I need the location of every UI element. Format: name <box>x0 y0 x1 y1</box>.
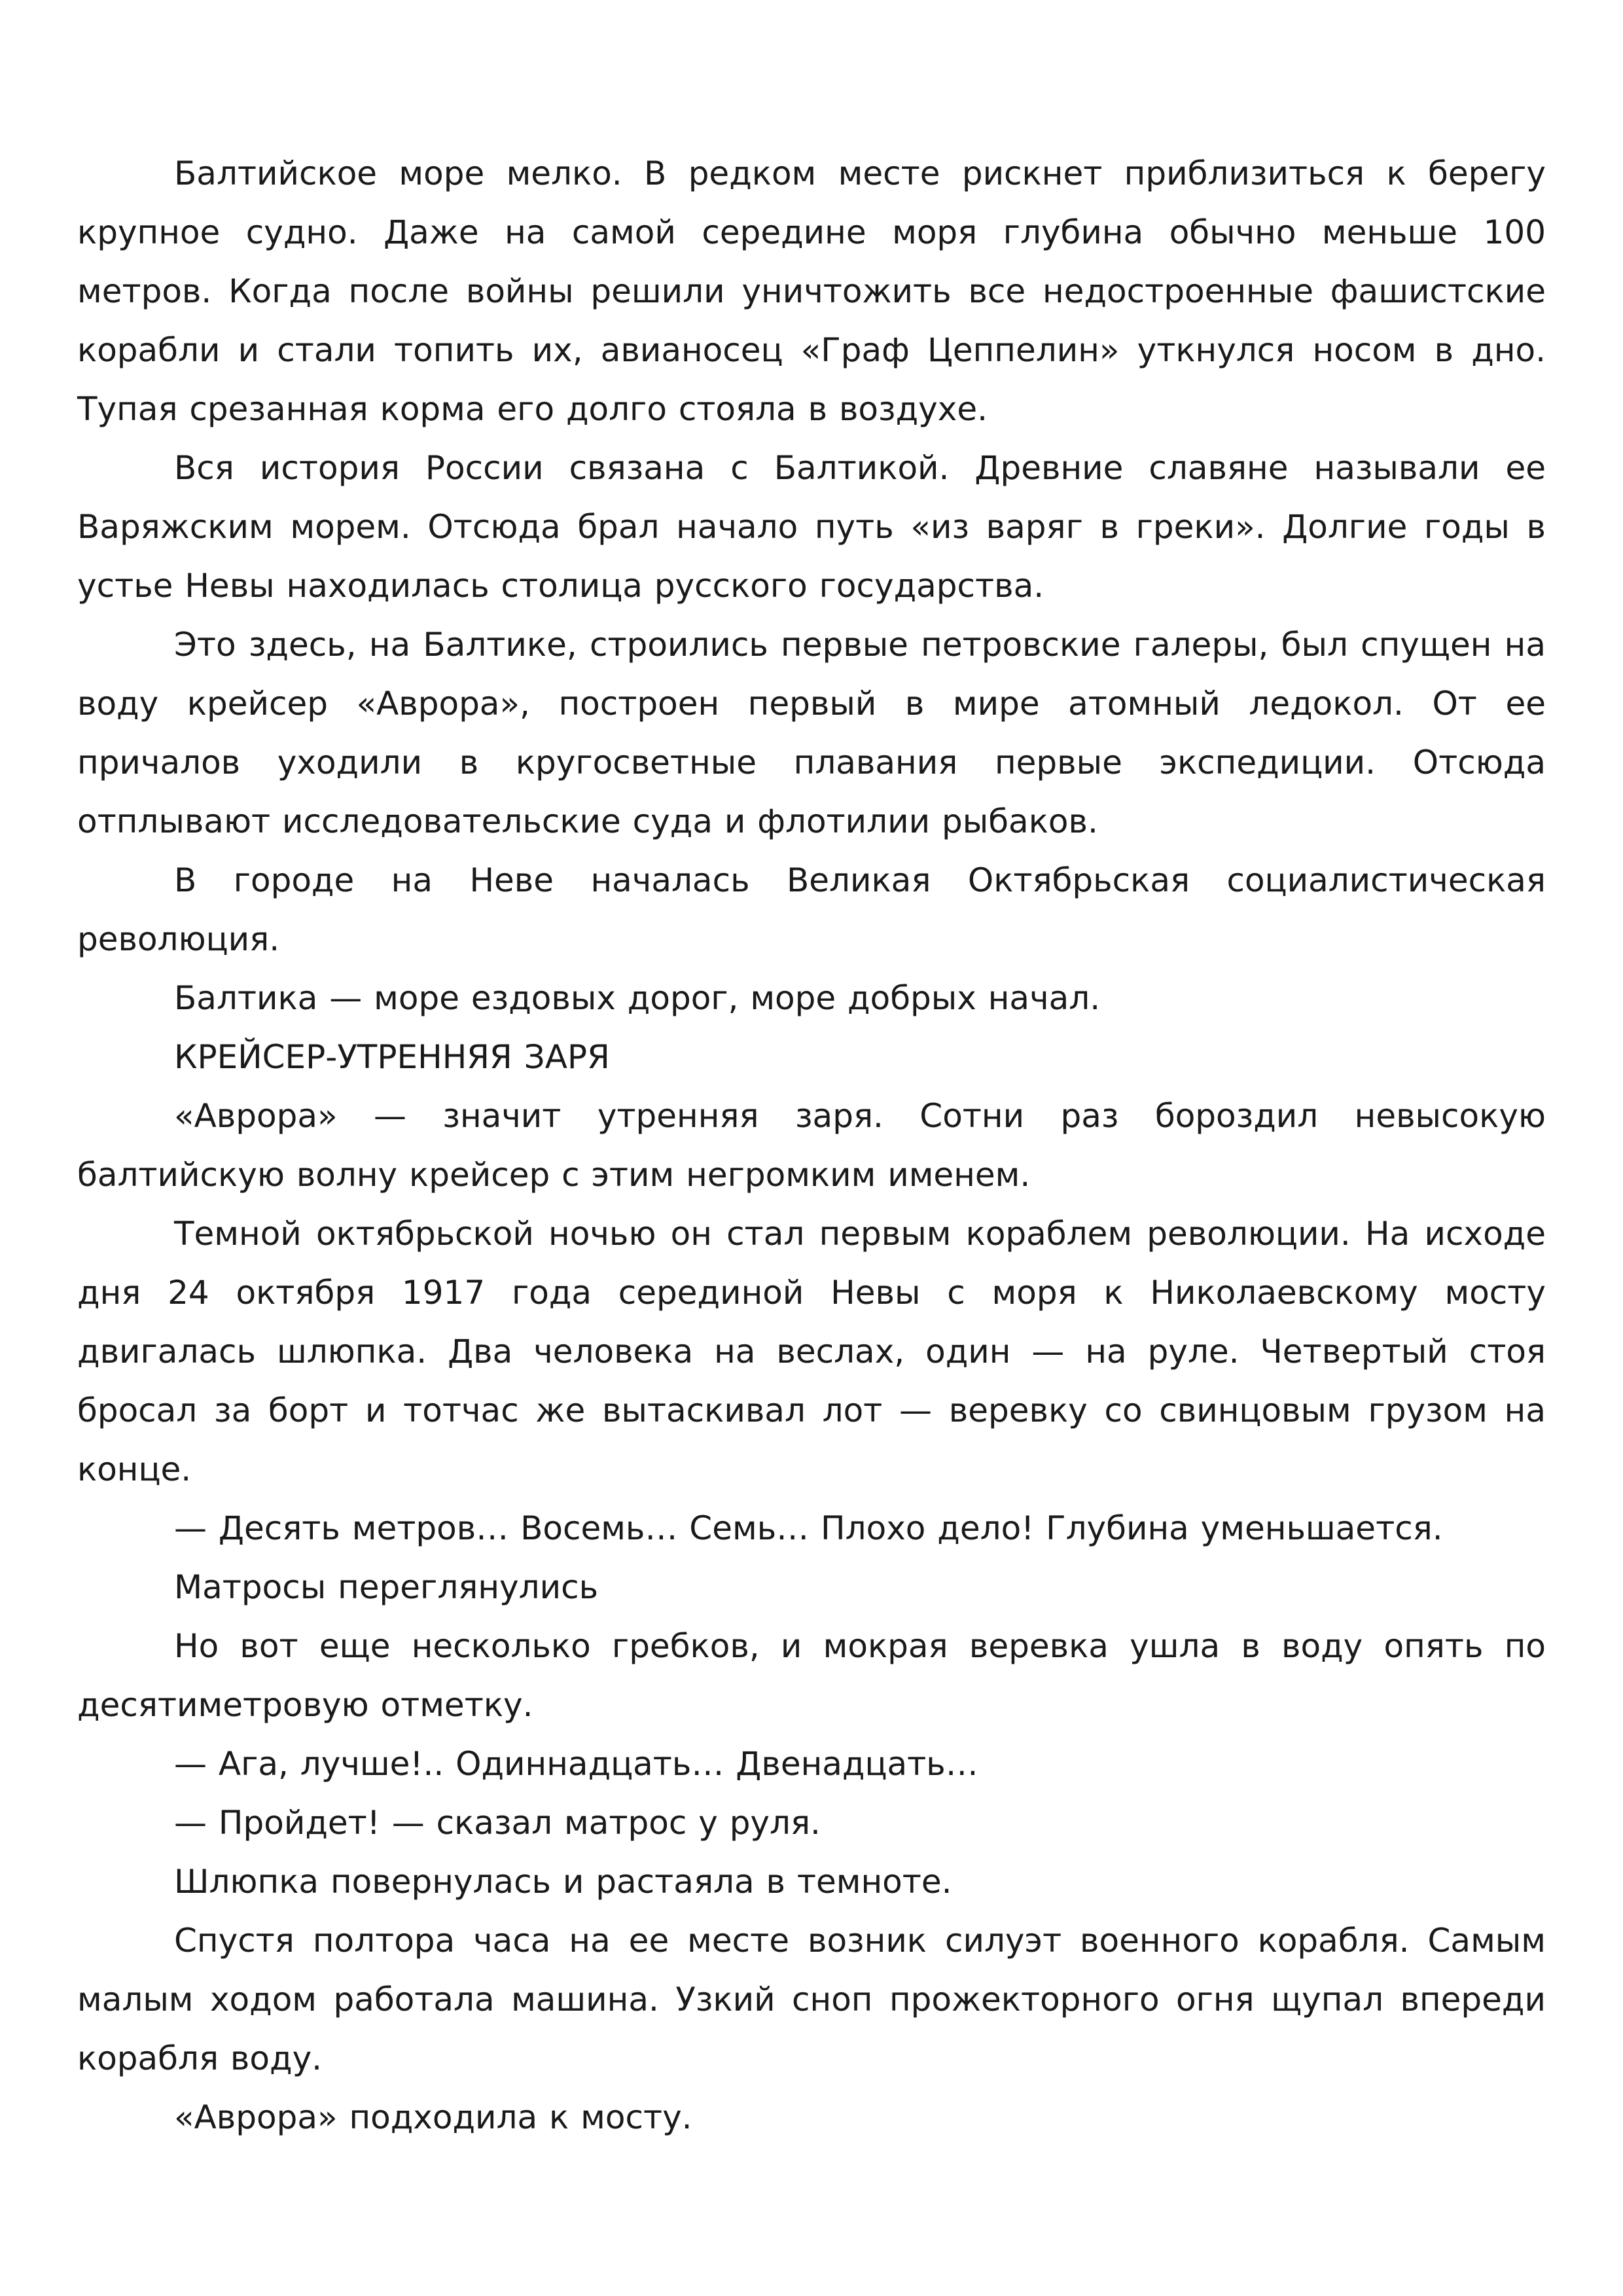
body-text <box>77 144 1546 2147</box>
paragraph: Но вот еще несколько гребков, и мокрая веревка ушла в воду опять по десятиметровую отметку. <box>77 1627 1546 1724</box>
paragraph: В городе на Неве началась Великая Октябрьская социалистическая революция. <box>77 861 1546 958</box>
paragraph: Вся история России связана с Балтикой. Древние славяне называли ее Варяжским морем. Отсюда брал начало путь «из варяг в греки». Долгие годы в устье Невы находилась столица русского государства. <box>77 449 1546 605</box>
paragraph: Это здесь, на Балтике, строились первые петровские галеры, был спущен на воду крейсер «Аврора», построен первый в мире атомный ледокол. От ее причалов уходили в кругосветные плавания первые экспедиции. Отсюда отплывают исследовательские суда и флотилии рыбаков. <box>77 626 1546 840</box>
dialogue-line: — Пройдет! — сказал матрос у руля. <box>174 1804 821 1842</box>
paragraph: «Аврора» подходила к мосту. <box>174 2098 692 2136</box>
section-heading: КРЕЙСЕР-УТРЕННЯЯ ЗАРЯ <box>174 1038 610 1076</box>
paragraph: Матросы переглянулись <box>174 1568 599 1606</box>
paragraph: Балтика — море ездовых дорог, море добрых начал. <box>174 979 1101 1017</box>
paragraph: Темной октябрьской ночью он стал первым кораблем революции. На исходе дня 24 октября 1917 года серединой Невы с моря к Николаевскому мосту двигалась шлюпка. Два человека на веслах, один — на руле. Четвертый стоя бросал за борт и тотчас же вытаскивал лот — веревку со свинцовым грузом на конце. <box>77 1215 1546 1488</box>
paragraph: Шлюпка повернулась и растаяла в темноте. <box>174 1863 952 1901</box>
paragraph: «Аврора» — значит утренняя заря. Сотни раз бороздил невысокую балтийскую волну крейсер с этим негромким именем. <box>77 1097 1546 1194</box>
paragraph: Спустя полтора часа на ее месте возник силуэт военного корабля. Самым малым ходом работала машина. Узкий сноп прожекторного огня щупал впереди корабля воду. <box>77 1922 1546 2077</box>
dialogue-line: — Ага, лучше!.. Одиннадцать… Двенадцать… <box>174 1745 978 1783</box>
dialogue-line: — Десять метров… Восемь… Семь… Плохо дело! Глубина уменьшается. <box>174 1509 1443 1547</box>
paragraph: Балтийское море мелко. В редком месте рискнет приблизиться к берегу крупное судно. Даже на самой середине моря глубина обычно меньше 100 метров. Когда после войны решили уничтожить все недостроенные фашистские корабли и стали топить их, авианосец «Граф Цеппелин» уткнулся носом в дно. Тупая срезанная корма его долго стояла в воздухе. <box>77 154 1546 428</box>
